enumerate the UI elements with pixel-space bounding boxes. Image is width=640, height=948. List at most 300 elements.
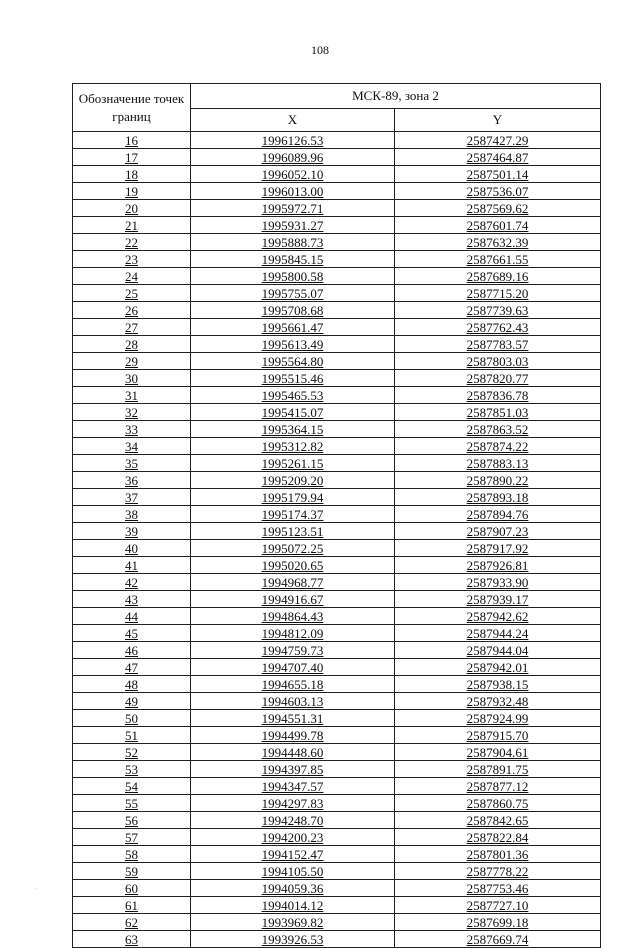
y-coordinate-cell [395, 404, 601, 421]
y-coordinate-cell [395, 676, 601, 693]
point-number-cell-text: 34 [125, 438, 138, 454]
point-number-cell [73, 744, 191, 761]
point-number-cell [73, 319, 191, 336]
table-row [73, 897, 601, 914]
x-coordinate-cell [191, 523, 395, 540]
y-coordinate-cell [395, 557, 601, 574]
x-coordinate-cell-text: 1995020.65 [261, 557, 324, 573]
y-coordinate-cell [395, 132, 601, 149]
point-number-cell-text: 48 [125, 676, 138, 692]
x-column-header: X [191, 109, 395, 132]
y-coordinate-cell-text: 2587883.13 [466, 455, 529, 471]
x-coordinate-cell-text: 1994759.73 [261, 642, 324, 658]
point-number-cell-text: 55 [125, 795, 138, 811]
point-number-cell-text: 37 [125, 489, 138, 505]
y-coordinate-cell-text: 2587803.03 [466, 353, 529, 369]
y-coordinate-cell-text: 2587944.24 [466, 625, 529, 641]
point-number-cell [73, 523, 191, 540]
x-coordinate-cell-text: 1994014.12 [261, 897, 324, 913]
y-coordinate-cell [395, 846, 601, 863]
y-coordinate-cell [395, 149, 601, 166]
y-coordinate-cell [395, 744, 601, 761]
table-row [73, 812, 601, 829]
point-number-cell [73, 778, 191, 795]
x-coordinate-cell [191, 234, 395, 251]
point-number-cell [73, 506, 191, 523]
y-coordinate-cell-text: 2587661.55 [466, 251, 529, 267]
y-coordinate-cell [395, 727, 601, 744]
y-coordinate-cell-text: 2587569.62 [466, 200, 529, 216]
point-number-cell-text: 62 [125, 914, 138, 930]
table-row [73, 200, 601, 217]
point-number-cell-text: 26 [125, 302, 138, 318]
point-number-cell-text: 54 [125, 778, 138, 794]
point-number-cell-text: 50 [125, 710, 138, 726]
point-number-cell [73, 404, 191, 421]
table-row [73, 149, 601, 166]
y-coordinate-cell [395, 625, 601, 642]
y-coordinate-cell-text: 2587669.74 [466, 931, 529, 947]
table-row [73, 183, 601, 200]
x-coordinate-cell-text: 1995845.15 [261, 251, 324, 267]
point-number-cell-text: 43 [125, 591, 138, 607]
point-number-cell [73, 455, 191, 472]
x-coordinate-cell [191, 506, 395, 523]
table-row [73, 540, 601, 557]
point-number-cell [73, 591, 191, 608]
x-coordinate-cell-text: 1994152.47 [261, 846, 324, 862]
x-coordinate-cell-text: 1994812.09 [261, 625, 324, 641]
point-number-cell [73, 693, 191, 710]
x-coordinate-cell [191, 404, 395, 421]
x-coordinate-cell [191, 489, 395, 506]
x-coordinate-cell [191, 370, 395, 387]
x-coordinate-cell-text: 1993926.53 [261, 931, 324, 947]
point-number-cell [73, 846, 191, 863]
point-number-cell [73, 268, 191, 285]
y-coordinate-cell [395, 659, 601, 676]
point-number-cell [73, 897, 191, 914]
y-coordinate-cell [395, 812, 601, 829]
y-coordinate-cell-text: 2587801.36 [466, 846, 529, 862]
y-coordinate-cell [395, 931, 601, 948]
y-coordinate-cell-text: 2587924.99 [466, 710, 529, 726]
y-coordinate-cell [395, 319, 601, 336]
table-row [73, 710, 601, 727]
point-number-cell-text: 28 [125, 336, 138, 352]
point-number-cell-text: 60 [125, 880, 138, 896]
x-coordinate-cell-text: 1994551.31 [261, 710, 324, 726]
x-coordinate-cell [191, 880, 395, 897]
table-row [73, 846, 601, 863]
point-number-cell-text: 30 [125, 370, 138, 386]
y-coordinate-cell-text: 2587891.75 [466, 761, 529, 777]
x-coordinate-cell-text: 1995972.71 [261, 200, 324, 216]
y-coordinate-cell-text: 2587877.12 [466, 778, 529, 794]
y-coordinate-cell-text: 2587715.20 [466, 285, 529, 301]
x-coordinate-cell-text: 1995123.51 [261, 523, 324, 539]
y-coordinate-cell [395, 506, 601, 523]
x-coordinate-cell-text: 1994105.50 [261, 863, 324, 879]
y-coordinate-cell [395, 387, 601, 404]
x-coordinate-cell [191, 642, 395, 659]
point-number-cell [73, 625, 191, 642]
x-coordinate-cell [191, 421, 395, 438]
table-row [73, 455, 601, 472]
y-coordinate-cell [395, 489, 601, 506]
x-coordinate-cell [191, 302, 395, 319]
y-coordinate-cell-text: 2587427.29 [466, 132, 529, 148]
table-row [73, 642, 601, 659]
point-number-cell-text: 21 [125, 217, 138, 233]
point-number-cell-text: 39 [125, 523, 138, 539]
point-number-cell [73, 710, 191, 727]
point-number-cell [73, 421, 191, 438]
y-coordinate-cell-text: 2587727.10 [466, 897, 529, 913]
point-number-cell-text: 56 [125, 812, 138, 828]
y-coordinate-cell [395, 455, 601, 472]
table-row [73, 574, 601, 591]
point-number-cell-text: 51 [125, 727, 138, 743]
x-coordinate-cell [191, 608, 395, 625]
table-row [73, 557, 601, 574]
x-coordinate-cell-text: 1994864.43 [261, 608, 324, 624]
table-row [73, 319, 601, 336]
point-number-cell [73, 183, 191, 200]
table-body [73, 132, 601, 948]
table-row [73, 387, 601, 404]
point-number-cell [73, 472, 191, 489]
x-coordinate-cell-text: 1994297.83 [261, 795, 324, 811]
table-row [73, 251, 601, 268]
x-coordinate-cell [191, 846, 395, 863]
y-coordinate-cell [395, 302, 601, 319]
y-coordinate-cell [395, 574, 601, 591]
y-coordinate-cell [395, 523, 601, 540]
y-coordinate-cell-text: 2587820.77 [466, 370, 529, 386]
y-coordinate-cell-text: 2587689.16 [466, 268, 529, 284]
x-coordinate-cell [191, 557, 395, 574]
table-row [73, 863, 601, 880]
point-number-cell [73, 574, 191, 591]
point-number-cell [73, 761, 191, 778]
y-coordinate-cell [395, 863, 601, 880]
x-coordinate-cell [191, 132, 395, 149]
x-coordinate-cell-text: 1995515.46 [261, 370, 324, 386]
table-row [73, 370, 601, 387]
y-coordinate-cell [395, 438, 601, 455]
y-coordinate-cell-text: 2587601.74 [466, 217, 529, 233]
table-row [73, 132, 601, 149]
x-coordinate-cell-text: 1995174.37 [261, 506, 324, 522]
table-row [73, 404, 601, 421]
x-coordinate-cell-text: 1995261.15 [261, 455, 324, 471]
x-coordinate-cell [191, 812, 395, 829]
point-number-cell-text: 38 [125, 506, 138, 522]
y-coordinate-cell-text: 2587893.18 [466, 489, 529, 505]
point-number-cell-text: 23 [125, 251, 138, 267]
table-row [73, 421, 601, 438]
y-coordinate-cell-text: 2587632.39 [466, 234, 529, 250]
table-row [73, 931, 601, 948]
table-row [73, 591, 601, 608]
x-coordinate-cell [191, 455, 395, 472]
x-coordinate-cell-text: 1994655.18 [261, 676, 324, 692]
point-number-cell [73, 727, 191, 744]
x-coordinate-cell-text: 1994397.85 [261, 761, 324, 777]
y-coordinate-cell [395, 234, 601, 251]
point-number-cell-text: 20 [125, 200, 138, 216]
scan-speck: . [36, 885, 38, 891]
x-coordinate-cell-text: 1995800.58 [261, 268, 324, 284]
point-number-cell-text: 46 [125, 642, 138, 658]
y-coordinate-cell-text: 2587933.90 [466, 574, 529, 590]
y-coordinate-cell-text: 2587904.61 [466, 744, 529, 760]
x-coordinate-cell-text: 1994707.40 [261, 659, 324, 675]
x-coordinate-cell [191, 472, 395, 489]
x-coordinate-cell-text: 1995415.07 [261, 404, 324, 420]
table-row [73, 472, 601, 489]
point-number-cell-text: 40 [125, 540, 138, 556]
x-coordinate-cell-text: 1994968.77 [261, 574, 324, 590]
y-coordinate-cell-text: 2587939.17 [466, 591, 529, 607]
table-row [73, 285, 601, 302]
point-number-cell [73, 387, 191, 404]
x-coordinate-cell [191, 829, 395, 846]
point-number-cell-text: 57 [125, 829, 138, 845]
y-coordinate-cell-text: 2587822.84 [466, 829, 529, 845]
x-coordinate-cell-text: 1994916.67 [261, 591, 324, 607]
y-coordinate-cell [395, 200, 601, 217]
x-coordinate-cell-text: 1995755.07 [261, 285, 324, 301]
x-coordinate-cell-text: 1995465.53 [261, 387, 324, 403]
x-coordinate-cell [191, 166, 395, 183]
y-coordinate-cell [395, 370, 601, 387]
x-coordinate-cell [191, 540, 395, 557]
y-coordinate-cell-text: 2587699.18 [466, 914, 529, 930]
coordinate-system-header: МСК-89, зона 2 [191, 84, 601, 109]
y-coordinate-cell-text: 2587860.75 [466, 795, 529, 811]
point-number-cell-text: 33 [125, 421, 138, 437]
x-coordinate-cell-text: 1996052.10 [261, 166, 324, 182]
table-row [73, 744, 601, 761]
table-row [73, 506, 601, 523]
point-number-cell [73, 200, 191, 217]
point-number-cell [73, 659, 191, 676]
y-coordinate-cell [395, 217, 601, 234]
table-row [73, 353, 601, 370]
y-coordinate-cell [395, 336, 601, 353]
y-coordinate-cell [395, 166, 601, 183]
point-number-cell [73, 863, 191, 880]
point-number-cell [73, 676, 191, 693]
x-coordinate-cell-text: 1996089.96 [261, 149, 324, 165]
x-coordinate-cell [191, 914, 395, 931]
table-row [73, 234, 601, 251]
y-coordinate-cell [395, 268, 601, 285]
x-coordinate-cell-text: 1994603.13 [261, 693, 324, 709]
point-number-cell-text: 25 [125, 285, 138, 301]
y-coordinate-cell-text: 2587863.52 [466, 421, 529, 437]
y-coordinate-cell [395, 251, 601, 268]
x-coordinate-cell [191, 591, 395, 608]
y-coordinate-cell-text: 2587783.57 [466, 336, 529, 352]
y-coordinate-cell [395, 710, 601, 727]
table-row [73, 914, 601, 931]
table-row [73, 166, 601, 183]
x-coordinate-cell [191, 931, 395, 948]
x-coordinate-cell [191, 744, 395, 761]
y-coordinate-cell-text: 2587915.70 [466, 727, 529, 743]
table-row [73, 778, 601, 795]
x-coordinate-cell-text: 1996013.00 [261, 183, 324, 199]
x-coordinate-cell [191, 693, 395, 710]
point-number-cell [73, 914, 191, 931]
point-number-cell [73, 132, 191, 149]
table-row [73, 761, 601, 778]
x-coordinate-cell [191, 676, 395, 693]
y-coordinate-cell-text: 2587942.01 [466, 659, 529, 675]
y-coordinate-cell [395, 540, 601, 557]
y-coordinate-cell-text: 2587907.23 [466, 523, 529, 539]
table-row [73, 880, 601, 897]
x-coordinate-cell [191, 778, 395, 795]
point-number-cell-text: 42 [125, 574, 138, 590]
y-coordinate-cell-text: 2587464.87 [466, 149, 529, 165]
x-coordinate-cell-text: 1994059.36 [261, 880, 324, 896]
table-row [73, 217, 601, 234]
x-coordinate-cell-text: 1995661.47 [261, 319, 324, 335]
point-number-cell-text: 61 [125, 897, 138, 913]
x-coordinate-cell [191, 897, 395, 914]
point-number-cell [73, 370, 191, 387]
x-coordinate-cell-text: 1995364.15 [261, 421, 324, 437]
point-number-cell-text: 27 [125, 319, 138, 335]
point-number-cell-text: 45 [125, 625, 138, 641]
y-coordinate-cell [395, 472, 601, 489]
point-number-cell-text: 16 [125, 132, 138, 148]
table-row [73, 336, 601, 353]
y-coordinate-cell [395, 693, 601, 710]
table-row [73, 268, 601, 285]
x-coordinate-cell-text: 1995179.94 [261, 489, 324, 505]
x-coordinate-cell [191, 251, 395, 268]
x-coordinate-cell [191, 625, 395, 642]
y-coordinate-cell-text: 2587501.14 [466, 166, 529, 182]
x-coordinate-cell-text: 1996126.53 [261, 132, 324, 148]
table-row [73, 302, 601, 319]
x-coordinate-cell [191, 710, 395, 727]
x-coordinate-cell [191, 438, 395, 455]
x-coordinate-cell [191, 727, 395, 744]
y-coordinate-cell [395, 183, 601, 200]
x-coordinate-cell [191, 761, 395, 778]
y-coordinate-cell-text: 2587836.78 [466, 387, 529, 403]
point-number-cell [73, 166, 191, 183]
y-coordinate-cell-text: 2587842.65 [466, 812, 529, 828]
point-number-cell-text: 22 [125, 234, 138, 250]
point-number-cell-text: 31 [125, 387, 138, 403]
table-row [73, 693, 601, 710]
x-coordinate-cell [191, 353, 395, 370]
y-coordinate-cell [395, 897, 601, 914]
x-coordinate-cell-text: 1995708.68 [261, 302, 324, 318]
y-coordinate-cell-text: 2587851.03 [466, 404, 529, 420]
y-coordinate-cell [395, 829, 601, 846]
x-coordinate-cell-text: 1995209.20 [261, 472, 324, 488]
x-coordinate-cell [191, 217, 395, 234]
y-coordinate-cell [395, 761, 601, 778]
x-coordinate-cell-text: 1995564.80 [261, 353, 324, 369]
x-coordinate-cell [191, 149, 395, 166]
y-coordinate-cell [395, 421, 601, 438]
y-coordinate-cell [395, 778, 601, 795]
x-coordinate-cell-text: 1995072.25 [261, 540, 324, 556]
x-coordinate-cell [191, 183, 395, 200]
x-coordinate-cell-text: 1994200.23 [261, 829, 324, 845]
x-coordinate-cell [191, 200, 395, 217]
x-coordinate-cell-text: 1994347.57 [261, 778, 324, 794]
y-coordinate-cell-text: 2587739.63 [466, 302, 529, 318]
y-coordinate-cell [395, 642, 601, 659]
point-number-cell-text: 18 [125, 166, 138, 182]
point-number-cell [73, 540, 191, 557]
table-row [73, 659, 601, 676]
y-coordinate-cell-text: 2587938.15 [466, 676, 529, 692]
point-number-cell [73, 642, 191, 659]
y-coordinate-cell-text: 2587932.48 [466, 693, 529, 709]
point-number-cell-text: 41 [125, 557, 138, 573]
y-coordinate-cell-text: 2587778.22 [466, 863, 529, 879]
point-number-cell [73, 931, 191, 948]
point-number-cell [73, 557, 191, 574]
point-designation-header: Обозначение точек границ [73, 84, 191, 132]
point-number-cell [73, 285, 191, 302]
point-number-cell [73, 880, 191, 897]
y-coordinate-cell [395, 353, 601, 370]
point-number-cell-text: 47 [125, 659, 138, 675]
point-number-cell-text: 24 [125, 268, 138, 284]
point-number-cell-text: 36 [125, 472, 138, 488]
point-number-cell-text: 29 [125, 353, 138, 369]
y-coordinate-cell [395, 795, 601, 812]
y-coordinate-cell [395, 608, 601, 625]
point-number-cell-text: 59 [125, 863, 138, 879]
point-number-cell [73, 302, 191, 319]
y-coordinate-cell [395, 285, 601, 302]
point-number-cell [73, 438, 191, 455]
x-coordinate-cell [191, 795, 395, 812]
point-number-cell [73, 217, 191, 234]
y-coordinate-cell-text: 2587874.22 [466, 438, 529, 454]
y-coordinate-cell-text: 2587917.92 [466, 540, 529, 556]
x-coordinate-cell [191, 387, 395, 404]
point-number-cell-text: 53 [125, 761, 138, 777]
table-row [73, 625, 601, 642]
boundary-points-table [72, 83, 601, 948]
y-coordinate-cell [395, 591, 601, 608]
point-number-cell-text: 17 [125, 149, 138, 165]
x-coordinate-cell [191, 574, 395, 591]
point-number-cell [73, 251, 191, 268]
x-coordinate-cell-text: 1995931.27 [261, 217, 324, 233]
point-number-cell [73, 829, 191, 846]
y-coordinate-cell-text: 2587536.07 [466, 183, 529, 199]
y-coordinate-cell-text: 2587944.04 [466, 642, 529, 658]
x-coordinate-cell-text: 1994499.78 [261, 727, 324, 743]
point-number-cell [73, 234, 191, 251]
y-column-header: Y [395, 109, 601, 132]
